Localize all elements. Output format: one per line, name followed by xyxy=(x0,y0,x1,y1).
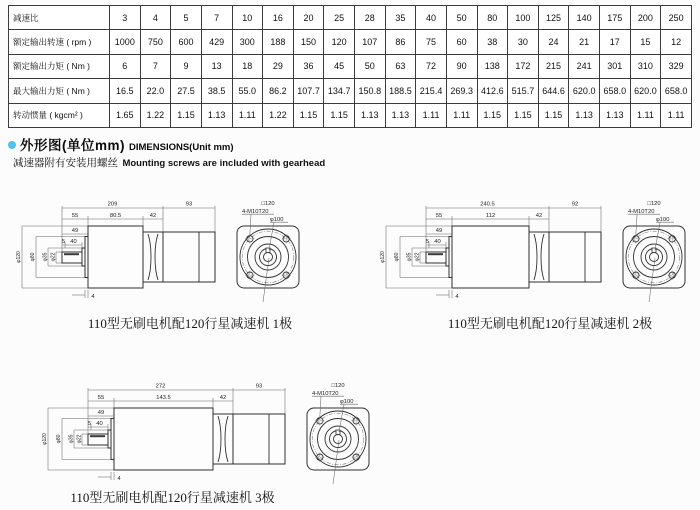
dim-label-adapter: 42 xyxy=(219,395,227,401)
dim-label-dia_outer: φ120 xyxy=(16,251,22,263)
spec-cell: 7 xyxy=(201,6,232,30)
dim-label-body: 143.5 xyxy=(156,395,171,401)
spec-cell: 4 xyxy=(140,6,171,30)
drawing-caption-1: 110型无刷电机配120行星减速机 1极 xyxy=(87,316,293,331)
gearmotor-outline-svg xyxy=(378,198,691,310)
dim-label-dia_boss: φ35 xyxy=(68,434,75,444)
spec-cell: 1.15 xyxy=(293,103,324,127)
dim-label-square: □120 xyxy=(331,383,345,389)
dim-label-dia_shaft: φ22 xyxy=(50,252,57,262)
spec-cell: 1000 xyxy=(110,30,141,54)
spec-cell: 6 xyxy=(110,54,141,78)
dim-label-len5: 5 xyxy=(87,421,92,427)
spec-cell: 27.5 xyxy=(171,79,202,103)
spec-cell: 60 xyxy=(446,30,477,54)
spec-cell: 1.15 xyxy=(324,103,355,127)
spec-cell: 17 xyxy=(600,30,631,54)
dim-label-body: 80.5 xyxy=(109,213,122,219)
dim-label-len40: 40 xyxy=(70,239,77,245)
spec-cell: 35 xyxy=(385,6,416,30)
dim-label-adapter: 42 xyxy=(149,213,157,219)
spec-cell: 25 xyxy=(324,6,355,30)
spec-cell: 13 xyxy=(201,54,232,78)
spec-cell: 329 xyxy=(661,54,692,78)
spec-cell: 15 xyxy=(630,30,661,54)
spec-cell: 63 xyxy=(385,54,416,78)
spec-cell: 1.15 xyxy=(477,103,508,127)
spec-cell: 1.22 xyxy=(263,103,294,127)
spec-cell: 1.11 xyxy=(416,103,447,127)
spec-cell: 20 xyxy=(293,6,324,30)
spec-cell: 310 xyxy=(630,54,661,78)
dim-label-len49: 49 xyxy=(435,228,443,234)
dim-label-rear: 93 xyxy=(185,201,193,208)
dim-label-dia_pilot: φ80 xyxy=(30,252,36,262)
spec-cell: 1.15 xyxy=(171,103,202,127)
dim-label-len40: 40 xyxy=(434,239,441,245)
spec-cell: 412.6 xyxy=(477,79,508,103)
spec-cell: 86.2 xyxy=(263,79,294,103)
row-label: 额定输出转速 ( rpm ) xyxy=(9,30,110,54)
spec-cell: 1.13 xyxy=(385,103,416,127)
dim-label-front: 55 xyxy=(97,395,105,401)
spec-cell: 138 xyxy=(477,54,508,78)
spec-cell: 38 xyxy=(477,30,508,54)
spec-cell: 120 xyxy=(324,30,355,54)
spec-cell: 10 xyxy=(232,6,263,30)
spec-cell: 40 xyxy=(416,6,447,30)
dim-label-rear: 92 xyxy=(571,201,579,208)
note-zh: 减速器附有安装用螺丝 xyxy=(13,157,118,169)
spec-table xyxy=(8,5,692,128)
mounting-screws-note xyxy=(13,153,325,171)
spec-cell: 515.7 xyxy=(508,79,539,103)
gearmotor-outline-svg xyxy=(40,380,375,492)
spec-cell: 9 xyxy=(171,54,202,78)
spec-cell: 21 xyxy=(569,30,600,54)
dim-label-dia_pilot: φ80 xyxy=(56,434,62,444)
spec-cell: 620.0 xyxy=(569,79,600,103)
spec-cell: 241 xyxy=(569,54,600,78)
spec-cell: 12 xyxy=(661,30,692,54)
row-label: 额定输出力矩 ( Nm ) xyxy=(9,54,110,78)
spec-cell: 36 xyxy=(293,54,324,78)
spec-cell: 140 xyxy=(569,6,600,30)
dim-label-len5: 5 xyxy=(61,239,66,245)
spec-cell: 1.13 xyxy=(600,103,631,127)
dim-label-bolt: 4-M10T20 xyxy=(312,391,339,397)
spec-cell: 134.7 xyxy=(324,79,355,103)
spec-cell: 30 xyxy=(508,30,539,54)
dim-label-dia_outer: φ120 xyxy=(42,433,48,445)
spec-cell: 16.5 xyxy=(110,79,141,103)
table-row xyxy=(9,54,692,78)
spec-cell: 80 xyxy=(477,6,508,30)
dimensions-section-header xyxy=(8,134,234,154)
dim-label-front: 55 xyxy=(71,213,79,219)
spec-cell: 16 xyxy=(263,6,294,30)
spec-cell: 86 xyxy=(385,30,416,54)
spec-cell: 100 xyxy=(508,6,539,30)
section-title-en: DIMENSIONS(Unit mm) xyxy=(129,142,234,153)
spec-cell: 172 xyxy=(508,54,539,78)
spec-cell: 1.22 xyxy=(140,103,171,127)
spec-cell: 250 xyxy=(661,6,692,30)
spec-cell: 1.15 xyxy=(508,103,539,127)
drawing-1pole xyxy=(14,198,305,310)
dim-label-dia_shaft: φ22 xyxy=(414,252,421,262)
dim-label-dia_pilot: φ80 xyxy=(394,252,400,262)
table-row xyxy=(9,79,692,103)
spec-cell: 1.13 xyxy=(355,103,386,127)
drawing-caption-3: 110型无刷电机配120行星减速机 3极 xyxy=(70,490,275,505)
spec-cell: 150 xyxy=(293,30,324,54)
spec-cell: 1.65 xyxy=(110,103,141,127)
spec-cell: 1.13 xyxy=(569,103,600,127)
spec-cell: 7 xyxy=(140,54,171,78)
note-en: Mounting screws are included with gearhead xyxy=(122,158,326,169)
spec-cell: 55.0 xyxy=(232,79,263,103)
dim-label-len40: 40 xyxy=(96,421,103,427)
dim-label-len5: 5 xyxy=(425,239,430,245)
spec-cell: 750 xyxy=(140,30,171,54)
section-title-zh: 外形图(单位mm) xyxy=(20,138,125,153)
table-row xyxy=(9,6,692,30)
spec-cell: 5 xyxy=(171,6,202,30)
spec-cell: 269.3 xyxy=(446,79,477,103)
spec-cell: 215.4 xyxy=(416,79,447,103)
spec-cell: 72 xyxy=(416,54,447,78)
spec-cell: 22.0 xyxy=(140,79,171,103)
dim-label-total: 240.5 xyxy=(480,201,495,208)
drawing-2pole xyxy=(378,198,691,310)
gearmotor-outline-svg xyxy=(14,198,305,310)
spec-cell: 429 xyxy=(201,30,232,54)
drawing-3pole xyxy=(40,380,375,492)
dim-label-rear: 93 xyxy=(255,383,263,390)
spec-cell: 1.11 xyxy=(630,103,661,127)
spec-cell: 125 xyxy=(538,6,569,30)
spec-cell: 300 xyxy=(232,30,263,54)
dim-label-plate4: 4 xyxy=(117,476,121,482)
dim-label-bolt_circle: φ100 xyxy=(340,399,354,405)
dim-label-bolt_circle: φ100 xyxy=(656,217,670,223)
spec-cell: 600 xyxy=(171,30,202,54)
spec-cell: 200 xyxy=(630,6,661,30)
spec-cell: 107.7 xyxy=(293,79,324,103)
spec-cell: 150.8 xyxy=(355,79,386,103)
spec-cell: 107 xyxy=(355,30,386,54)
row-label: 减速比 xyxy=(9,6,110,30)
dim-label-square: □120 xyxy=(261,201,275,207)
spec-cell: 90 xyxy=(446,54,477,78)
spec-table-body xyxy=(9,6,692,128)
spec-cell: 28 xyxy=(355,6,386,30)
drawing-caption-2: 110型无刷电机配120行星减速机 2极 xyxy=(447,316,653,331)
dim-label-dia_shaft: φ22 xyxy=(76,434,83,444)
spec-cell: 18 xyxy=(232,54,263,78)
dim-label-total: 209 xyxy=(107,201,118,208)
spec-cell: 29 xyxy=(263,54,294,78)
dim-label-bolt_circle: φ100 xyxy=(270,217,284,223)
spec-cell: 3 xyxy=(110,6,141,30)
dim-label-square: □120 xyxy=(647,201,661,207)
spec-cell: 50 xyxy=(446,6,477,30)
spec-cell: 1.11 xyxy=(446,103,477,127)
row-label: 最大输出力矩 ( Nm ) xyxy=(9,79,110,103)
dim-label-adapter: 42 xyxy=(535,213,543,219)
spec-cell: 1.15 xyxy=(538,103,569,127)
spec-cell: 1.11 xyxy=(661,103,692,127)
spec-cell: 1.13 xyxy=(201,103,232,127)
spec-cell: 658.0 xyxy=(600,79,631,103)
table-row xyxy=(9,30,692,54)
spec-cell: 45 xyxy=(324,54,355,78)
spec-cell: 301 xyxy=(600,54,631,78)
spec-cell: 644.6 xyxy=(538,79,569,103)
row-label: 转动惯量 ( kgcm² ) xyxy=(9,103,110,127)
dim-label-len49: 49 xyxy=(97,410,105,416)
spec-cell: 188 xyxy=(263,30,294,54)
dim-label-dia_boss: φ35 xyxy=(406,252,413,262)
spec-cell: 50 xyxy=(355,54,386,78)
dim-label-total: 272 xyxy=(155,383,166,390)
spec-cell: 188.5 xyxy=(385,79,416,103)
dim-label-plate4: 4 xyxy=(455,294,459,300)
dim-label-front: 55 xyxy=(435,213,443,219)
dim-label-body: 112 xyxy=(485,213,496,219)
dim-label-plate4: 4 xyxy=(91,294,95,300)
spec-cell: 175 xyxy=(600,6,631,30)
spec-cell: 620.0 xyxy=(630,79,661,103)
bullet-icon xyxy=(8,141,16,149)
spec-cell: 658.0 xyxy=(661,79,692,103)
spec-cell: 38.5 xyxy=(201,79,232,103)
spec-cell: 75 xyxy=(416,30,447,54)
dim-label-dia_outer: φ120 xyxy=(380,251,386,263)
dim-label-bolt: 4-M10T20 xyxy=(628,209,655,215)
spec-cell: 24 xyxy=(538,30,569,54)
table-row xyxy=(9,103,692,127)
spec-cell: 215 xyxy=(538,54,569,78)
spec-cell: 1.11 xyxy=(232,103,263,127)
dim-label-bolt: 4-M10T20 xyxy=(242,209,269,215)
dim-label-dia_boss: φ35 xyxy=(42,252,49,262)
dim-label-len49: 49 xyxy=(71,228,79,234)
